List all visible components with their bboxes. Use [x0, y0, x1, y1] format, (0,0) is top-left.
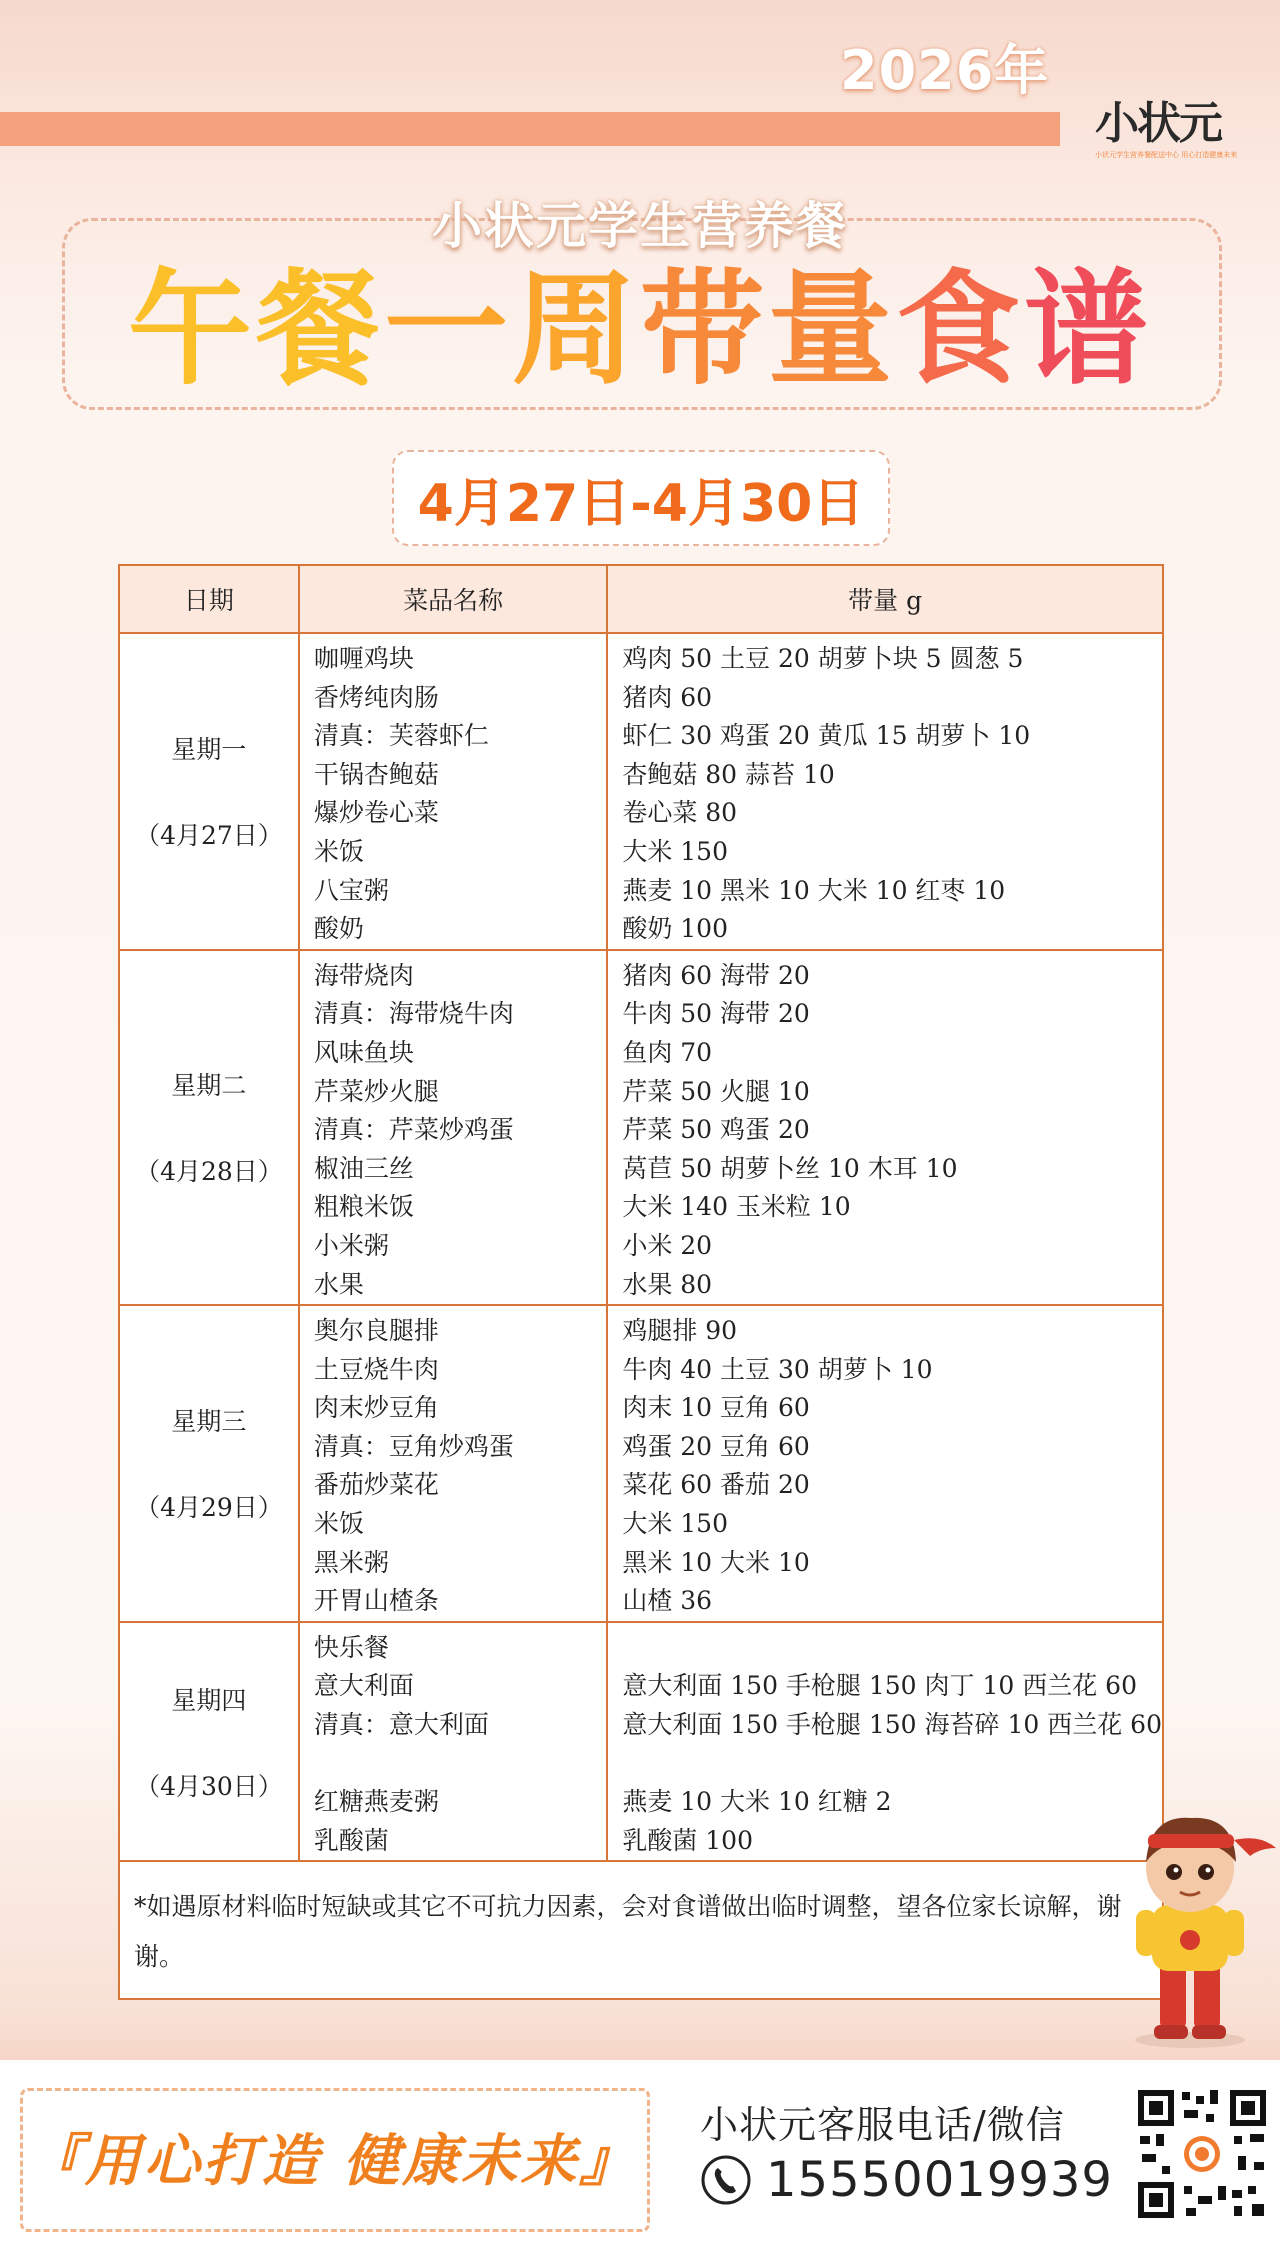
- dish-amount: 卷心菜 80: [622, 798, 738, 828]
- dish-amount: 虾仁 30 鸡蛋 20 黄瓜 15 胡萝卜 10: [622, 721, 1031, 751]
- dish-cell: [299, 633, 607, 950]
- dish-amount: 小米 20: [622, 1230, 713, 1260]
- weekday-label: 星期一: [171, 735, 247, 765]
- dish-amount: 水果 80: [622, 1269, 713, 1299]
- dish-amount: 乳酸菌 100: [622, 1825, 753, 1855]
- phone-row: [700, 2152, 1113, 2208]
- dish-name: 米饭: [313, 1509, 364, 1539]
- table-row: [119, 950, 1163, 1305]
- day-cell: [119, 1305, 299, 1622]
- dish-name: 爆炒卷心菜: [313, 798, 439, 828]
- dish-name: 八宝粥: [313, 875, 389, 905]
- header-amount: 带量 g: [607, 565, 1163, 633]
- phone-number[interactable]: 15550019939: [766, 2152, 1113, 2208]
- phone-icon: [700, 2154, 752, 2206]
- dish-name: 奥尔良腿排: [313, 1316, 439, 1346]
- dish-amount: 菜花 60 番茄 20: [622, 1470, 810, 1500]
- dish-name: 黑米粥: [313, 1547, 389, 1577]
- table-row: [119, 633, 1163, 950]
- menu-table: [118, 564, 1164, 2000]
- day-cell: [119, 1622, 299, 1862]
- dish-amount: 意大利面 150 手枪腿 150 海苔碎 10 西兰花 60: [622, 1710, 1162, 1740]
- dish-amount: 杏鲍菇 80 蒜苔 10: [622, 759, 835, 789]
- hotline-label: 小状元客服电话/微信: [700, 2103, 1065, 2147]
- dish-amount: 莴苣 50 胡萝卜丝 10 木耳 10: [622, 1153, 958, 1183]
- note-row: [119, 1861, 1163, 1999]
- dish-name: 土豆烧牛肉: [313, 1354, 439, 1384]
- dish-name: 乳酸菌: [313, 1825, 389, 1855]
- dish-name: 酸奶: [313, 914, 364, 944]
- dish-name: [314, 1745, 606, 1784]
- amount-cell: [607, 950, 1163, 1305]
- dish-name: 海带烧肉: [313, 960, 414, 990]
- dish-name: 清真：芹菜炒鸡蛋: [313, 1115, 514, 1145]
- date-label: （4月28日）: [135, 1157, 283, 1187]
- amount-cell: [607, 633, 1163, 950]
- brand-logo-subtext: 小状元学生营养餐配送中心 用心打造健康未来: [1095, 151, 1238, 159]
- weekday-label: 星期二: [171, 1071, 247, 1101]
- dish-name: 干锅杏鲍菇: [313, 759, 439, 789]
- dish-amount: 黑米 10 大米 10: [622, 1547, 810, 1577]
- dish-name: 清真：豆角炒鸡蛋: [313, 1431, 514, 1461]
- table-row: [119, 1305, 1163, 1622]
- dish-name: 意大利面: [313, 1671, 414, 1701]
- dish-name: 开胃山楂条: [313, 1586, 439, 1616]
- amount-cell: [607, 1305, 1163, 1622]
- dish-amount: 肉末 10 豆角 60: [622, 1393, 810, 1423]
- year-label: 2026年: [840, 39, 1050, 102]
- dish-name: 小米粥: [313, 1230, 389, 1260]
- title-part-2: 一周: [383, 258, 640, 402]
- dish-name: 风味鱼块: [313, 1037, 414, 1067]
- slogan-text: 『用心打造 健康未来』: [25, 2129, 639, 2194]
- dish-name: 清真：意大利面: [313, 1710, 489, 1740]
- page-subtitle: 小状元学生营养餐: [432, 197, 848, 255]
- date-label: （4月27日）: [135, 821, 283, 851]
- date-label: （4月30日）: [135, 1771, 283, 1801]
- header-date: 日期: [119, 565, 299, 633]
- dish-name: 米饭: [313, 836, 364, 866]
- dish-name: 番茄炒菜花: [313, 1470, 439, 1500]
- page-title: [0, 260, 1280, 400]
- dish-name: 清真：芙蓉虾仁: [313, 721, 489, 751]
- dish-amount: 燕麦 10 大米 10 红糖 2: [622, 1787, 892, 1817]
- header-dish: 菜品名称: [299, 565, 607, 633]
- qr-code-icon[interactable]: [1134, 2086, 1270, 2222]
- dish-amount: 燕麦 10 黑米 10 大米 10 红枣 10: [622, 875, 1006, 905]
- weekday-label: 星期三: [171, 1407, 247, 1437]
- date-range: 4月27日-4月30日: [392, 450, 890, 546]
- dish-name: 清真：海带烧牛肉: [313, 999, 514, 1029]
- dish-cell: [299, 1622, 607, 1862]
- title-part-3: 带量: [639, 258, 896, 402]
- day-cell: [119, 633, 299, 950]
- day-cell: [119, 950, 299, 1305]
- dish-name: 水果: [313, 1269, 364, 1299]
- dish-amount: 鸡肉 50 土豆 20 胡萝卜块 5 圆葱 5: [622, 644, 1024, 673]
- dish-amount: 芹菜 50 火腿 10: [622, 1076, 810, 1106]
- brand-logo-text: 小状元: [1095, 98, 1221, 149]
- table-row: [119, 1622, 1163, 1862]
- dish-amount: 大米 140 玉米粒 10: [622, 1192, 851, 1222]
- dish-name: 快乐餐: [313, 1632, 389, 1662]
- dish-amount: 酸奶 100: [622, 914, 728, 944]
- mascot-icon: [1100, 1800, 1280, 2050]
- dish-amount: 大米 150: [622, 1509, 728, 1539]
- dish-amount: 猪肉 60 海带 20: [622, 960, 810, 990]
- dish-amount: 山楂 36: [622, 1586, 713, 1616]
- title-part-4: 食: [896, 258, 1025, 402]
- dish-amount: 大米 150: [622, 836, 728, 866]
- dish-amount: 意大利面 150 手枪腿 150 肉丁 10 西兰花 60: [622, 1671, 1137, 1701]
- dish-name: 椒油三丝: [313, 1153, 414, 1183]
- dish-amount: [622, 1629, 1162, 1668]
- dish-cell: [299, 950, 607, 1305]
- title-part-1: 午餐: [127, 258, 384, 402]
- dish-amount: 芹菜 50 鸡蛋 20: [622, 1115, 810, 1145]
- dish-amount: [622, 1745, 1162, 1784]
- brand-logo: [1095, 100, 1245, 160]
- header-bar: [0, 112, 1060, 146]
- title-part-5: 谱: [1024, 258, 1153, 402]
- dish-name: 芹菜炒火腿: [313, 1076, 439, 1106]
- dish-name: 咖喱鸡块: [313, 644, 414, 673]
- dish-amount: 猪肉 60: [622, 682, 713, 712]
- dish-amount: 鱼肉 70: [622, 1037, 713, 1067]
- dish-name: 香烤纯肉肠: [313, 682, 439, 712]
- note-text: *如遇原材料临时短缺或其它不可抗力因素，会对食谱做出临时调整，望各位家长谅解，谢谢。: [119, 1861, 1163, 1999]
- dish-name: 粗粮米饭: [313, 1192, 414, 1222]
- table-header-row: [119, 565, 1163, 633]
- amount-cell: [607, 1622, 1163, 1862]
- dish-amount: 牛肉 50 海带 20: [622, 999, 810, 1029]
- dish-cell: [299, 1305, 607, 1622]
- dish-amount: 鸡蛋 20 豆角 60: [622, 1431, 810, 1461]
- weekday-label: 星期四: [171, 1685, 247, 1715]
- dish-name: 红糖燕麦粥: [313, 1787, 439, 1817]
- dish-amount: 牛肉 40 土豆 30 胡萝卜 10: [622, 1354, 933, 1384]
- dish-name: 肉末炒豆角: [313, 1393, 439, 1423]
- dish-amount: 鸡腿排 90: [622, 1316, 738, 1346]
- date-label: （4月29日）: [135, 1493, 283, 1523]
